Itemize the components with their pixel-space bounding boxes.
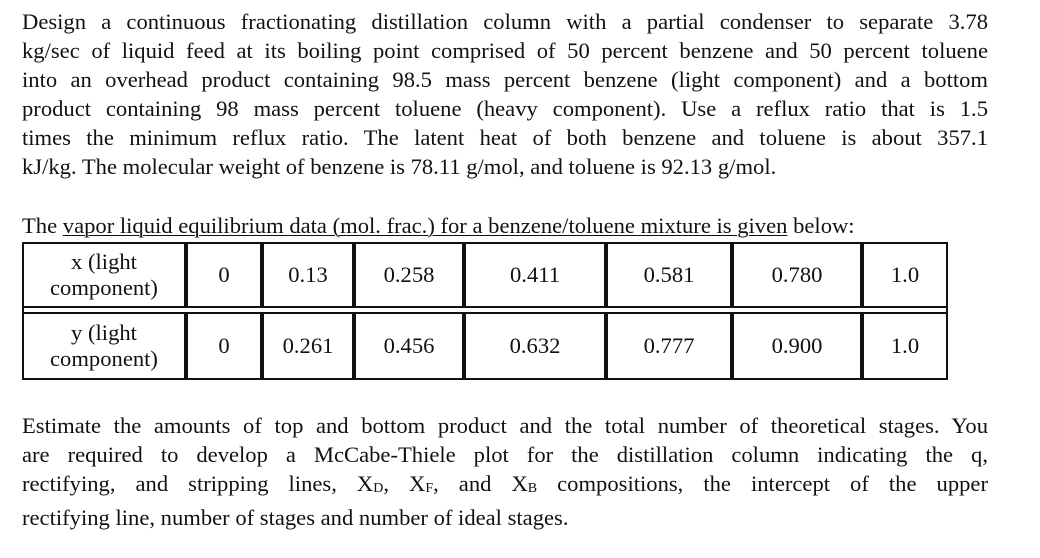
xb-subscript: B bbox=[527, 481, 538, 496]
y-label-line1: y (light bbox=[71, 320, 137, 345]
table-title-pre: The bbox=[22, 213, 63, 238]
y-value-cell: 0.900 bbox=[732, 312, 862, 380]
task-line-2: are required to develop a McCabe-Thiele plot for the distillation column indicating the q, bbox=[22, 442, 988, 467]
problem-line-2: kg/sec of liquid feed at its boiling point comprised of 50 percent benzene and 50 percent toluene bbox=[22, 38, 988, 63]
y-value-cell: 0.777 bbox=[606, 312, 732, 380]
problem-line-1: Design a continuous fractionating distillation column with a partial condenser to separate 3.78 bbox=[22, 9, 988, 34]
y-value-cell: 0.261 bbox=[262, 312, 354, 380]
x-value-cell: 0.13 bbox=[262, 242, 354, 308]
y-value-cell: 0.456 bbox=[354, 312, 464, 380]
x-label-cell bbox=[22, 242, 186, 308]
xf-subscript: F bbox=[425, 481, 434, 496]
x-value-cell: 0.581 bbox=[606, 242, 732, 308]
task-line-1: Estimate the amounts of top and bottom product and the total number of theoretical stages. You bbox=[22, 413, 988, 438]
x-value-cell: 0.258 bbox=[354, 242, 464, 308]
x-value-cell: 1.0 bbox=[862, 242, 948, 308]
x-value-cell: 0.411 bbox=[464, 242, 606, 308]
table-title bbox=[22, 211, 855, 240]
table-row-x bbox=[22, 242, 948, 308]
problem-line-6: kJ/kg. The molecular weight of benzene is 78.11 g/mol, and toluene is 92.13 g/mol. bbox=[22, 154, 777, 179]
task-line-3: rectifying, and stripping lines, $X_D$, $X_F$, and $X_B$ compositions, the intercept of the upper bbox=[22, 471, 988, 496]
x-value-cell: 0.780 bbox=[732, 242, 862, 308]
task-paragraph bbox=[22, 411, 988, 532]
x-label-line1: x (light bbox=[71, 249, 137, 274]
problem-statement-paragraph bbox=[22, 7, 988, 181]
y-value-cell: 0 bbox=[186, 312, 262, 380]
problem-line-4: product containing 98 mass percent toluene (heavy component). Use a reflux ratio that is 1.5 bbox=[22, 96, 988, 121]
table-title-post: below: bbox=[787, 213, 855, 238]
problem-line-5: times the minimum reflux ratio. The latent heat of both benzene and toluene is about 357.1 bbox=[22, 125, 988, 150]
task-line-4: rectifying line, number of stages and number of ideal stages. bbox=[22, 505, 569, 530]
x-value-cell: 0 bbox=[186, 242, 262, 308]
y-value-cell: 0.632 bbox=[464, 312, 606, 380]
y-label-cell bbox=[22, 312, 186, 380]
table-row-y bbox=[22, 312, 948, 380]
y-label-line2: component) bbox=[50, 346, 158, 371]
table-title-underlined: vapor liquid equilibrium data (mol. frac.) for a benzene/toluene mixture is given bbox=[62, 213, 788, 238]
vle-data-table bbox=[22, 242, 948, 380]
x-label-line2: component) bbox=[50, 275, 158, 300]
problem-line-3: into an overhead product containing 98.5 mass percent benzene (light component) and a bottom bbox=[22, 67, 988, 92]
y-value-cell: 1.0 bbox=[862, 312, 948, 380]
xd-subscript: D bbox=[373, 481, 384, 496]
